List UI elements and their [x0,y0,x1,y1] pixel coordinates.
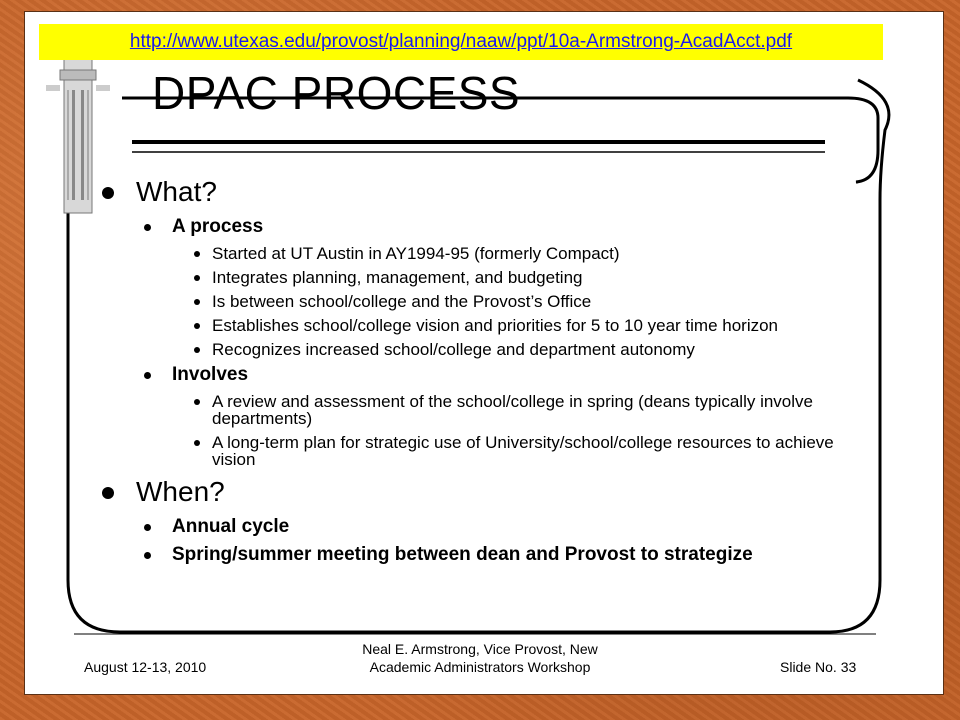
slide-title: DPAC PROCESS [152,67,521,119]
footer-presenter [330,640,630,676]
source-url-link[interactable]: http://www.utexas.edu/provost/planning/naaw/ppt/10a-Armstrong-AcadAcct.pdf [129,31,793,52]
subitem-started: Started at UT Austin in AY1994-95 (formerly Compact) [100,245,880,262]
item-spring-meeting: Spring/summer meeting between dean and Provost to strategize [100,544,880,566]
subitem-integrates: Integrates planning, management, and budgeting [100,269,880,286]
item-a-process: A process [100,216,880,238]
subitem-establishes: Establishes school/college vision and priorities for 5 to 10 year time horizon [100,317,880,334]
item-annual-cycle: Annual cycle [100,516,880,538]
subitem-between: Is between school/college and the Provost’s Office [100,293,880,310]
item-involves: Involves [100,364,880,386]
subitem-recognizes: Recognizes increased school/college and department autonomy [100,341,880,358]
footer-slide-number: Slide No. 33 [780,659,857,675]
subitem-long-term: A long-term plan for strategic use of University/school/college resources to achieve vision [100,434,880,468]
footer-date: August 12-13, 2010 [84,659,207,675]
section-what: What? [100,176,880,208]
slide-content [100,176,880,566]
footer-presenter-line1: Neal E. Armstrong, Vice Provost, New [362,641,598,657]
subitem-review: A review and assessment of the school/college in spring (deans typically involve departments) [100,393,880,427]
url-banner [39,24,883,60]
footer-presenter-line2: Academic Administrators Workshop [369,659,591,675]
section-when: When? [100,476,880,508]
